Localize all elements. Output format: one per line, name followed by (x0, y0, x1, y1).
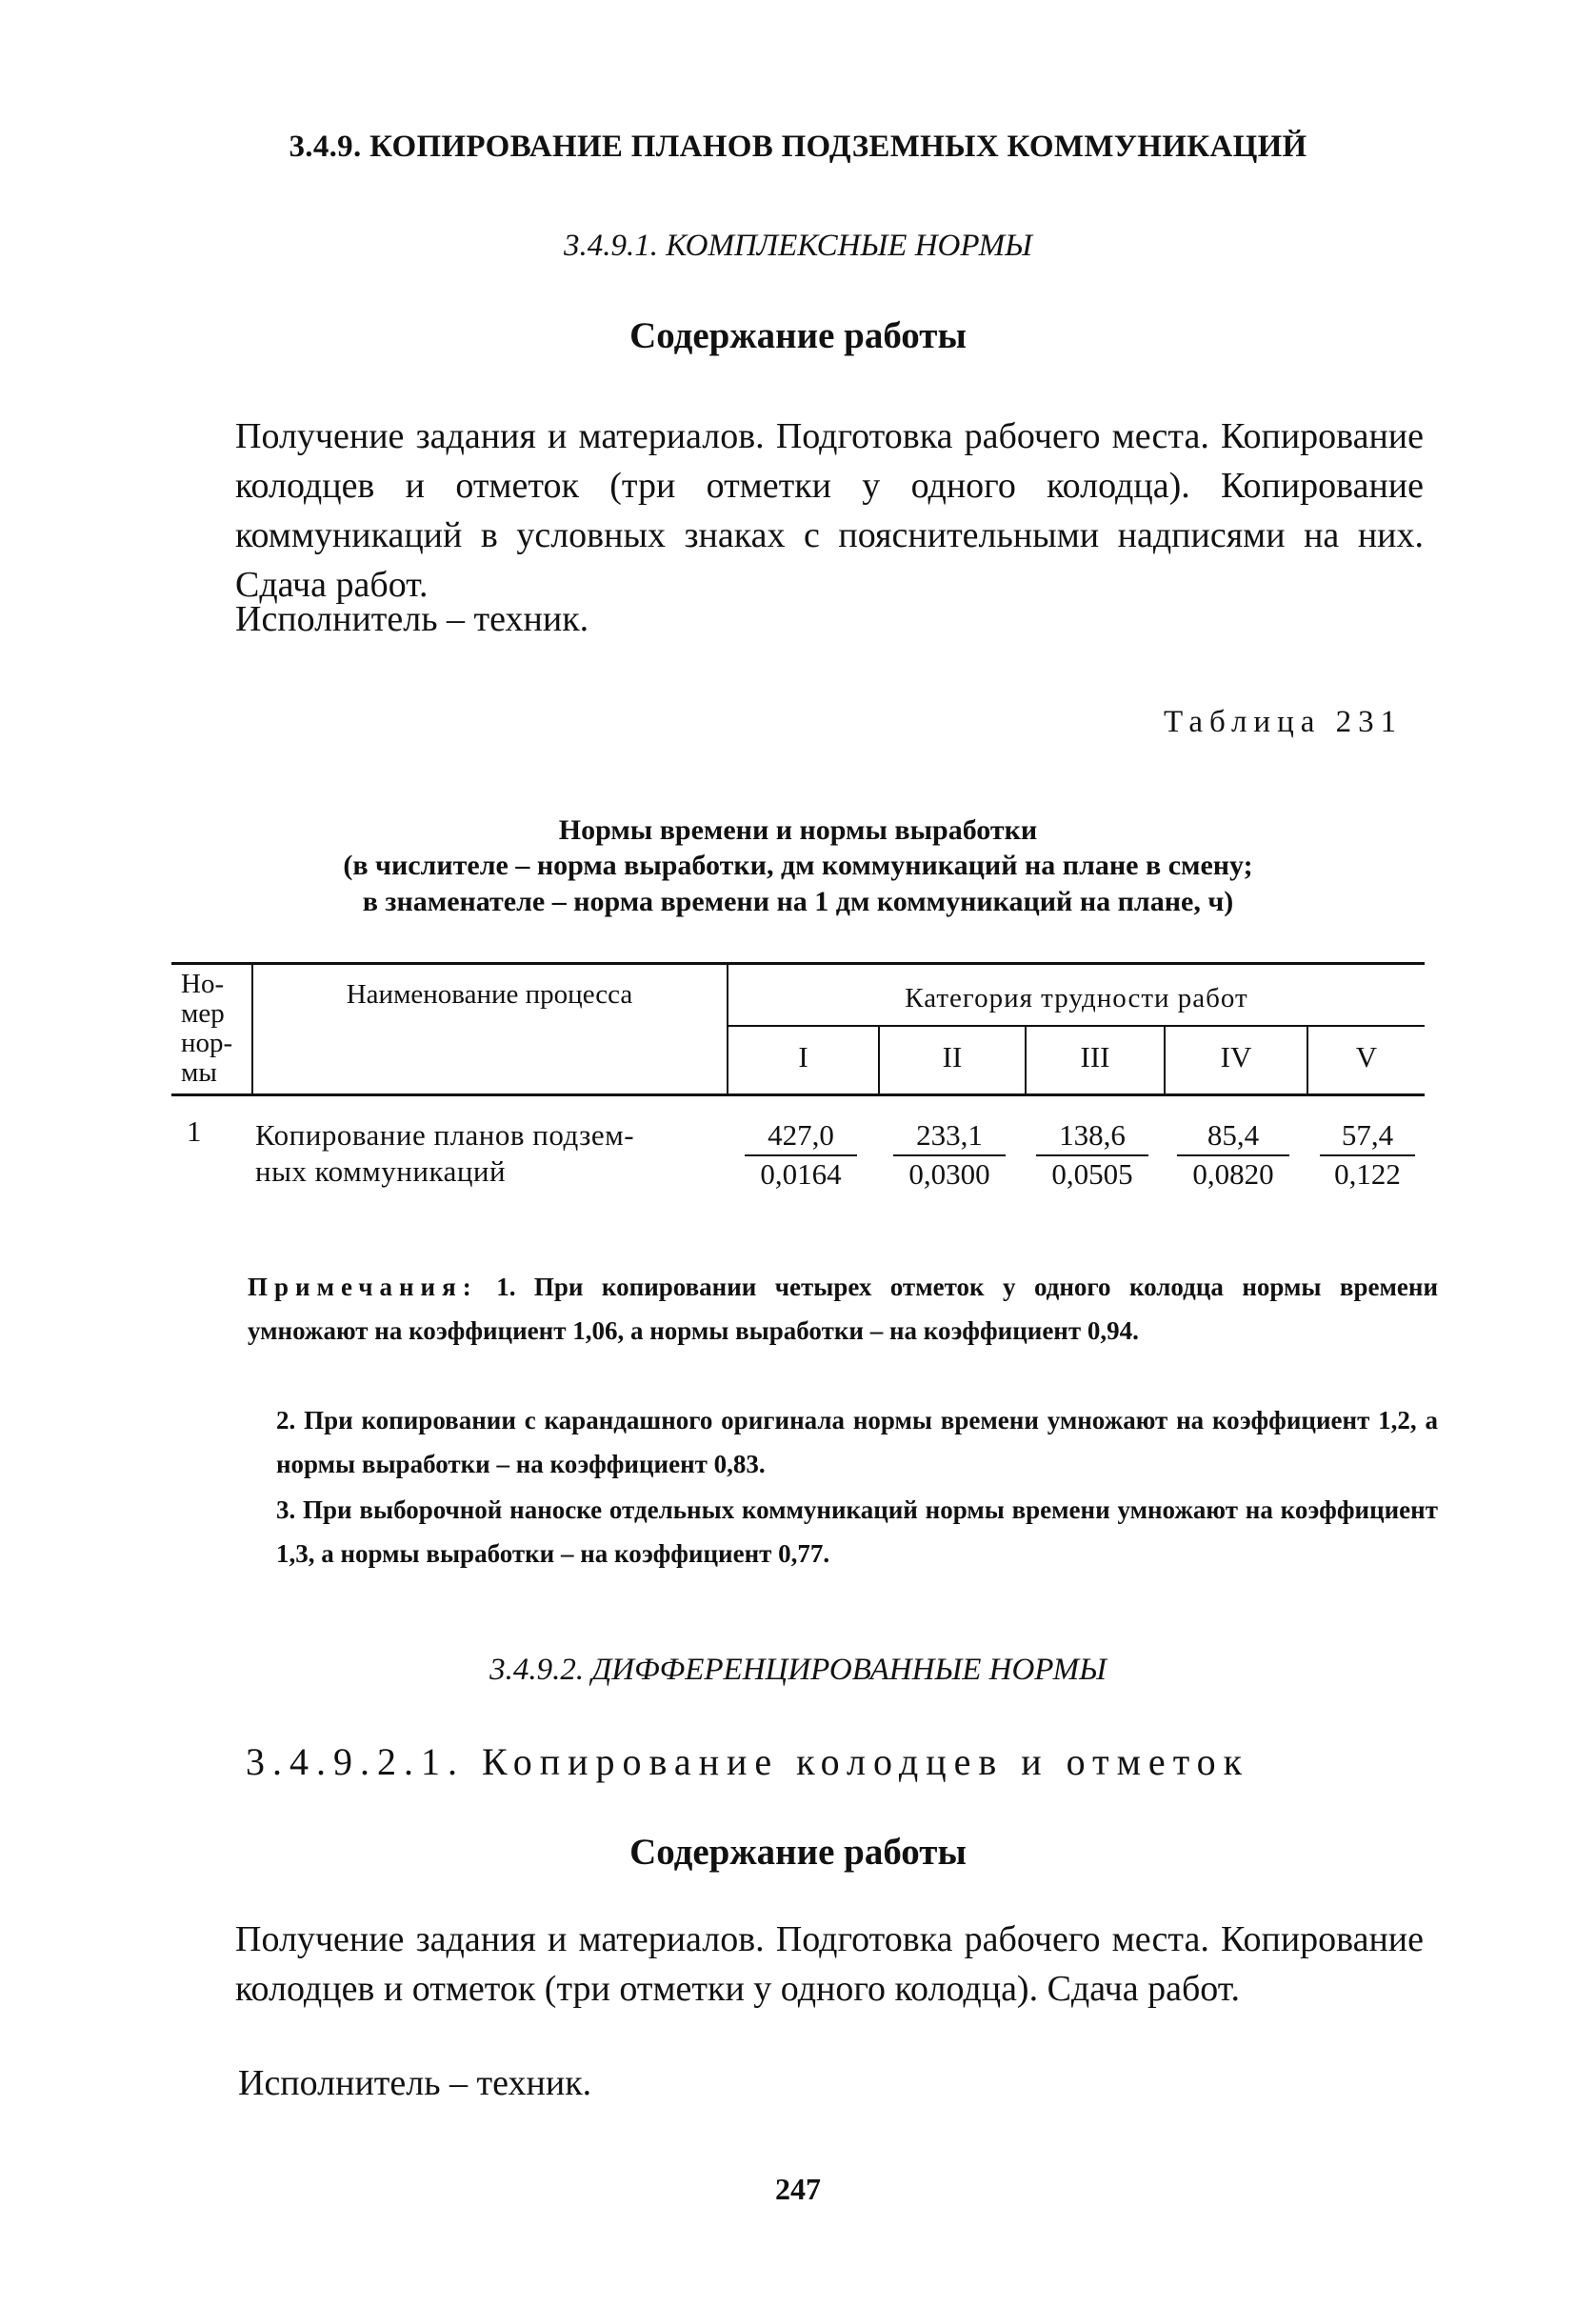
header-category-3: III (1080, 1040, 1110, 1073)
note-3-text: 3. При выборочной наноске отдельных коммуникаций нормы времени умножают на коэффициент 1,3, а нормы выработки – на коэффициент 0,77. (276, 1495, 1438, 1568)
notes-label: Примечания: (248, 1273, 478, 1301)
content-title: Содержание работы (629, 315, 967, 356)
note-2-text: 2. При копировании с карандашного оригинала нормы времени умножают на коэффициент 1,2, а нормы выработки – на коэффициент 0,83. (276, 1406, 1438, 1478)
header-category-2: II (942, 1040, 963, 1073)
table-title: Нормы времени и нормы выработки (558, 814, 1038, 846)
header-number-line2: мер (181, 998, 225, 1029)
table-top-border (171, 962, 1425, 965)
table-subtitle-line1: (в числителе – норма выработки, дм коммуникаций на плане в смену; (343, 850, 1253, 881)
section-title: 3.4.9. КОПИРОВАНИЕ ПЛАНОВ ПОДЗЕМНЫХ КОММУНИКАЦИЙ (289, 130, 1307, 164)
value-3-denominator: 0,0505 (1051, 1157, 1133, 1191)
value-2-denominator: 0,0300 (908, 1157, 990, 1191)
header-category-1: I (798, 1040, 808, 1073)
performer-line: Исполнитель – техник. (235, 599, 589, 639)
value-2-numerator: 233,1 (893, 1118, 1006, 1156)
value-3-numerator: 138,6 (1036, 1118, 1148, 1156)
row-number: 1 (187, 1114, 202, 1148)
content-paragraph-2: Получение задания и материалов. Подготовка рабочего места. Копирование колодцев и отметок (три отметки у одного колодца). Сдача работ. (235, 1919, 1424, 2009)
header-number-line4: мы (181, 1057, 217, 1088)
value-category-2 (893, 1118, 1006, 1193)
content-title-2: Содержание работы (629, 1832, 967, 1873)
table-caption: Таблица 231 (1164, 705, 1404, 739)
value-category-3 (1036, 1118, 1148, 1193)
table-header-bottom-border (171, 1093, 1425, 1096)
header-number-line1: Но- (181, 969, 225, 999)
header-category-4: IV (1220, 1040, 1252, 1073)
page-number: 247 (775, 2172, 821, 2206)
header-process: Наименование процесса (346, 979, 633, 1010)
value-category-4 (1177, 1118, 1289, 1193)
performer-line-2: Исполнитель – техник. (238, 2063, 592, 2103)
value-category-5 (1320, 1118, 1415, 1193)
table-subtitle-line2: в знаменателе – норма времени на 1 дм коммуникаций на плане, ч) (362, 886, 1234, 917)
content-paragraph: Получение задания и материалов. Подготовка рабочего места. Копирование колодцев и отметок (три отметки у одного колодца). Копирование коммуникаций в условных знаках с пояснительными надписями на них. Сдача работ. (235, 416, 1424, 605)
row-process-line2: ных коммуникаций (255, 1154, 507, 1188)
header-category: Категория трудности работ (905, 983, 1248, 1013)
value-4-numerator: 85,4 (1177, 1118, 1289, 1156)
differentiated-norms-heading: 3.4.9.2. ДИФФЕРЕНЦИРОВАННЫЕ НОРМЫ (489, 1653, 1107, 1687)
value-1-denominator: 0,0164 (760, 1157, 842, 1191)
differentiated-subheading: 3.4.9.2.1. Копирование колодцев и отметок (246, 1740, 1250, 1783)
table-category-divider (727, 1025, 1425, 1027)
value-5-denominator: 0,122 (1334, 1157, 1401, 1191)
complex-norms-heading: 3.4.9.1. КОМПЛЕКСНЫЕ НОРМЫ (564, 229, 1032, 263)
value-5-numerator: 57,4 (1320, 1118, 1415, 1156)
value-category-1 (745, 1118, 857, 1193)
note-2 (171, 1398, 1438, 1486)
note-1-text: 1. При копировании четырех отметок у одного колодца нормы времени умножают на коэффициент 1,06, а нормы выработки – на коэффициент 0,94. (248, 1273, 1439, 1345)
value-4-denominator: 0,0820 (1192, 1157, 1274, 1191)
value-1-numerator: 427,0 (745, 1118, 857, 1156)
header-number-line3: нор- (181, 1028, 233, 1058)
header-category-5: V (1355, 1040, 1378, 1073)
row-process-line1: Копирование планов подзем- (255, 1118, 635, 1152)
note-3 (171, 1488, 1438, 1575)
note-1 (171, 1265, 1438, 1353)
